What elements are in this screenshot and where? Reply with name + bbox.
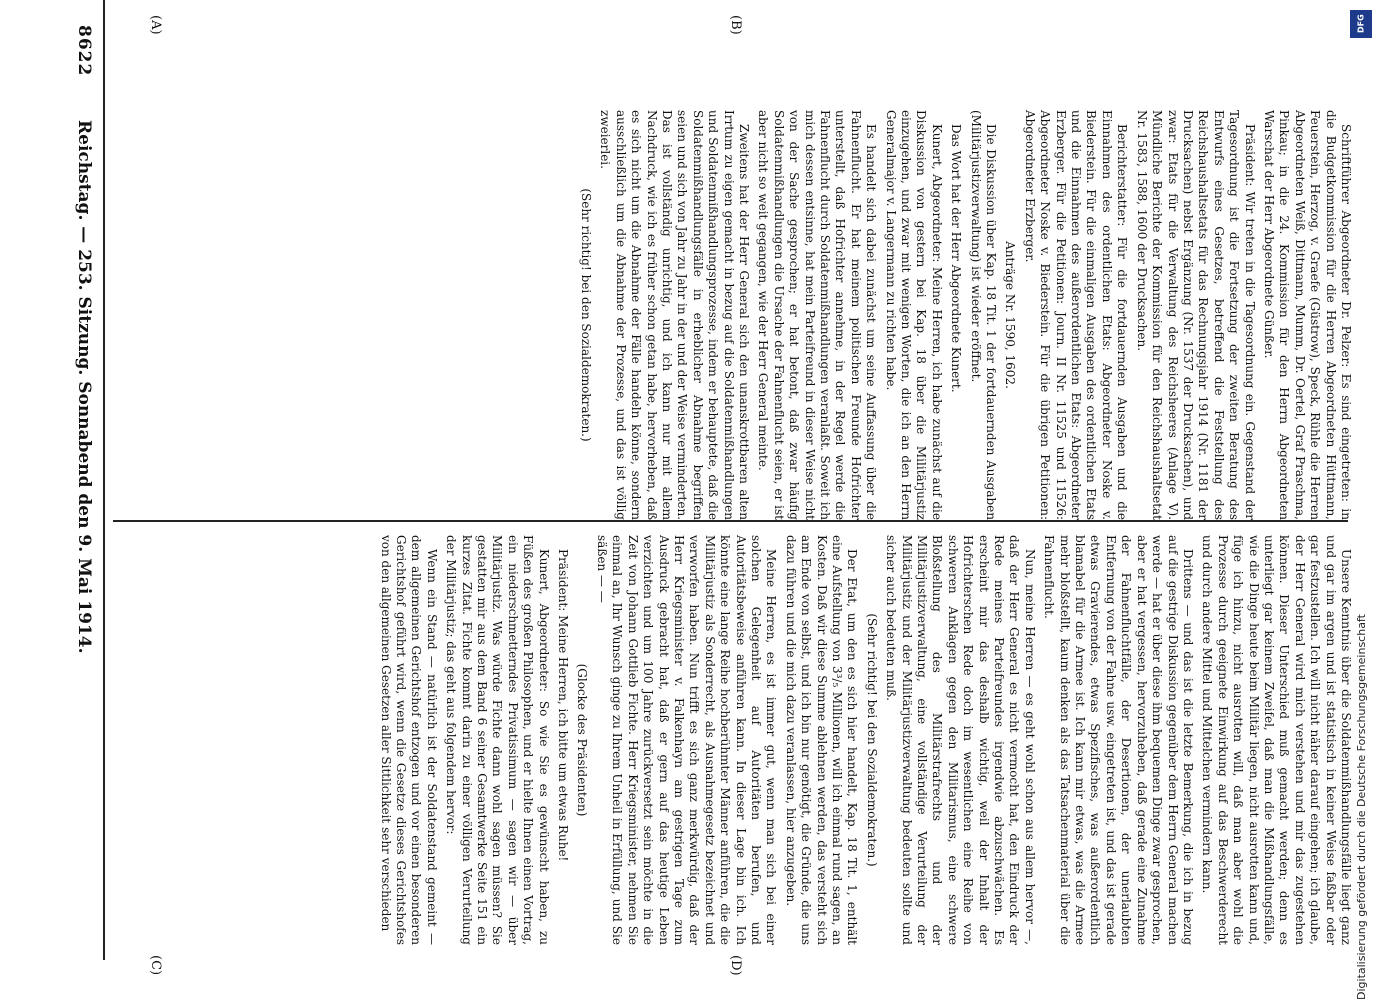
paragraph: Zweitens hat der Herr General sich den unanskrottbaren alten Irrtum zu eigen gemacht in bezug auf die Soldatenmißhandlungen und Soldatenmißhandlungsprozesse, indem er behauptete, daß die Soldatenmißhandlungsfälle in erheblicher Abnahme begriffen seien und sich von Jahr zu Jahr in der und der Weise verminderten. Das ist vollständig unrichtig, und ich kann nur mit allem Nachdruck, wie ich es früher schon getan habe, hervorheben, daß es sich nicht um die Abnahme der Fälle handeln könne, sondern ausschließlich um die Abnahme der Prozesse, und das ist völlig zweierlei.: [598, 110, 751, 520]
paragraph: Das Wort hat der Herr Abgeordnete Kunert.: [949, 124, 964, 393]
paragraph: Drittens — und das ist die letzte Bemerkung, die ich in bezug auf die gestrige Diskussion gegenüber dem Herrn General machen werde — hat er über diese ihm bequemen Dinge zwar gesprochen, aber er hat vergessen, hervorzuheben, daß gerade eine Zunahme der Fahnenfluchtfälle, der Desertionen, der unerlaubten Entfernung von der Fahne usw. eingetreten ist, und das ist gerade etwas Gravierendes, etwas Spezifisches, was außerordentlich blamabel für die Armee ist. Ich kann mir etwas, was die Armee mehr bloßstellt, kaum denken als das Tatsachenmaterial über die Fahnenflucht.: [1042, 535, 1195, 945]
paragraph: Nun, meine Herren — es geht wohl schon aus allem hervor —, daß der Herr General es nicht vermocht hat, den Eindruck der Rede meines Parteifreundes irgendwie abzuschwächen. Es erscheint mir das deshalb wichtig, weil der Inhalt der Hofrichterschen Rede doch im wesentlichen eine Reihe von schweren Anklagen gegen den Militarismus, eine schwere Bloßstellung des Militärstrafrechts und der Militärjustizverwaltung, eine vollständige Verurteilung der Militärjustiz und der Militärjustizverwaltung bedeuten sollte und sicher auch bedeuten muß.: [884, 535, 1037, 945]
paragraph: (Glocke des Präsidenten): [575, 663, 590, 817]
paragraph: Es handelt sich dabei zunächst um seine Auffassung über die Fahnenflucht. Er hat meinem politischen Freunde Hofrichter unterstellt, daß Hofrichter annehme, in der Regel werde die Fahnenflucht durch Soldatenmißhandlungen veranlaßt. Soweit ich mich dessen entsinne, hat mein Parteifreund in dieser Weise nicht von der Sache gesprochen; er hat betont, daß zwar häufig Soldatenmißhandlungen die Ursache der Fahnenflucht seien, er ist aber nicht so weit gegangen, wie der Herr General meinte.: [756, 110, 879, 520]
paragraph: Kunert, Abgeordneter: Meine Herren, ich habe zunächst auf die Diskussion von gestern bei Kap. 18 über die Militärjustiz einzugehen, und zwar mit wenigen Worten, die ich an den Herrn Generalmajor v. Langermann zu richten habe.: [883, 110, 944, 520]
margin-marker-d: (D): [728, 955, 743, 976]
paragraph: (Sehr richtig! bei den Sozialdemokraten.): [578, 188, 593, 442]
dfg-logo: DFG: [1350, 10, 1372, 38]
paragraph: Wenn ein Stand — natürlich ist der Soldatenstand gemeint — dem allgemeinen Gerichtshof entzogen und vor einen besonderen Gerichtshof geführt wird, wenn die Gesetze dieses Gerichtshofes von den allgemeinen Gesetzen aller Sittlichkeit sehr verschieden: [378, 535, 439, 945]
running-title: Reichstag. — 253. Sitzung. Sonnabend den 9. Mai 1914.: [74, 120, 94, 654]
left-column: [113, 110, 1353, 520]
paragraph: Unsere Kenntnis über die Soldatenmißhandlungsfälle liegt ganz und gar im argen und ist statistisch in keiner Weise faßbar oder gar festzustellen. Ich will nicht näher darauf eingehen; ich glaube, der Herr General wird mich verstehen und mir das zugestehen können. Dieser Unterschied muß gemacht werden; denn es unterliegt gar keinem Zweifel, daß man die Mißhandlungsfälle, wie die Dinge heute beim Militär liegen, nicht ausrotten kann und, füge ich hinzu, nicht ausrotten will, daß man aber wohl die Prozesse durch geeignete Einwirkung auf das Beschwerderecht und durch andere Mittel und Mittelchen vermindern kann.: [1200, 535, 1353, 945]
page-header: [60, 0, 100, 1000]
paragraph: Die Diskussion über Kap. 18 Tit. 1 der fortdauernden Ausgaben (Militärjustizverwaltung) ist wieder eröffnet.: [968, 110, 999, 520]
header-rule: [103, 0, 105, 960]
paragraph: Präsident: Wir treten in die Tagesordnung ein. Gegenstand der Tagesordnung ist die Fortsetzung der zweiten Beratung des Entwurfs eines Gesetzes, betreffend die Feststellung des Reichshaushaltsetats für das Rechnungsjahr 1914 (Nr. 1181 der Drucksachen) nebst Ergänzung (Nr. 1537 der Drucksachen), und zwar: Etats für die Verwaltung des Reichsheeres (Anlage V). Mündliche Berichte der Kommission für den Reichshaushaltsetat Nr. 1583, 1588, 1600 der Drucksachen.: [1134, 110, 1257, 520]
margin-marker-b: (B): [728, 15, 743, 35]
paragraph: Schriftführer Abgeordneter Dr. Pelzer: Es sind eingetreten: in die Budgetkommission für die Herren Abgeordneten Hüttmann, Feuerstein, Herzog, v. Graefe (Güstrow), Speck, Rühle die Herren Abgeordneten Weiß, Dittmann, Mumm, Dr. Oertel, Graf Praschma, Pinkau; in die 24. Kommission für den Herrn Abgeordneten Warschat der Herr Abgeordnete Günßer.: [1261, 110, 1353, 520]
paragraph: Anträge Nr. 1590, 1602.: [1003, 241, 1018, 389]
paragraph: Meine Herren, es ist immer gut, wenn man sich bei einer solchen Gelegenheit auf Autoritäten berufen, und Autoritätsbeweise anführen kann. In dieser Lage bin ich. Ich könnte eine lange Reihe hochberühmter Männer anführen, die die Militärjustiz als Sonderrecht, als Ausnahmegesetz bezeichnet und verworfen haben. Nun trifft es sich ganz merkwürdig, daß der Herr Kriegsminister v. Falkenhayn am gestrigen Tage zum Ausdruck gebracht hat, daß er gern auf das heutige Leben verzichten und um 100 Jahre zurückversetzt sein möchte in die Zeit von Johann Gottlieb Fichte. Herr Kriegsminister, nehmen Sie einmal an, Ihr Wunsch ginge zu Ihrem Unheil in Erfüllung, und Sie säßen — —: [594, 535, 779, 945]
paragraph: (Sehr richtig! bei den Sozialdemokraten.): [864, 613, 879, 867]
paragraph: Der Etat, um den es sich hier handelt, Kap. 18 Tit. 1, enthält eine Aufstellung von 3³/₅ Millionen, will ich einmal rund sagen, an Kosten. Daß wir diese Summe ablehnen werden, das versteht sich am Ende von selbst, und ich bin nur genötigt, die Gründe, die uns dazu führen und die mich dazu veranlassen, hier anzugeben.: [783, 535, 860, 945]
column-rule: [113, 520, 1348, 522]
paragraph: Kunert, Abgeordneter: So wie Sie es gewünscht haben, zu Füßen des großen Philosophen, und er hielte Ihnen einen Vortrag, ein niederschmetterndes Privatissimum — sagen wir — über Militärjustiz. Was würde Fichte dann wohl sagen müssen? Sie gestatten mir aus dem Band 6 seiner Gesamtwerke Seite 151 ein kurzes Zitat. Fichte kommt darin zu einer völligen Verurteilung der Militärjustiz; das geht aus folgendem hervor:: [444, 535, 551, 945]
page-number: 8622: [74, 25, 94, 77]
paragraph: Präsident: Meine Herren, ich bitte um etwas Ruhe!: [556, 549, 571, 862]
right-column: [113, 535, 1353, 945]
paragraph: Berichterstatter: Für die fortdauernden Ausgaben und die Einnahmen des ordentlichen Etats: Abgeordneter Noske v. Biederstein. Für die einmaligen Ausgaben des ordentlichen Etats und die Einnahmen des außerordentlichen Etats: Abgeordneter Erzberger. Für die Petitionen: Journ. II Nr. 11525 und 11526: Abgeordneter Noske v. Biederstein. Für die übrigen Petitionen: Abgeordneter Erzberger.: [1022, 110, 1130, 520]
digitization-note: Digitalisierung gefördert durch die Deutsche Forschungsgemeinschaft: [1355, 614, 1368, 1000]
margin-marker-c: (C): [148, 955, 163, 976]
margin-marker-a: (A): [148, 15, 163, 35]
